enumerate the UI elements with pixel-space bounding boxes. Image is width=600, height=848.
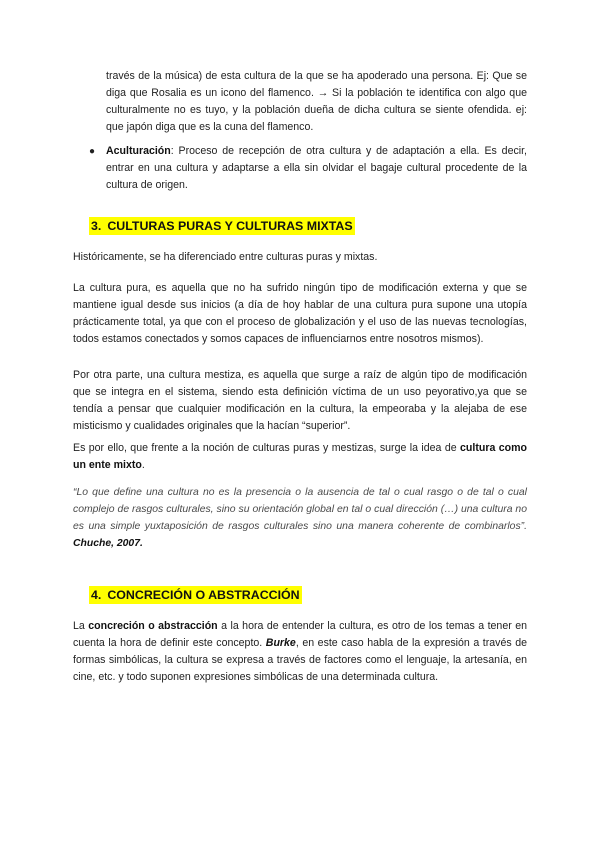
author-burke: Burke	[265, 637, 296, 649]
concrecion-mid: a la hora de entender la cultura, es otro de los temas a tener en cuenta la hora de definir este concepto.	[73, 620, 527, 649]
cultura-mixta-bold: cultura como un ente mixto	[73, 442, 527, 471]
section-3-heading	[89, 217, 355, 235]
bullet-marker: ●	[89, 146, 96, 157]
section-4-number: 4.	[91, 588, 102, 602]
section-3-number: 3.	[91, 219, 102, 233]
paragraph-cultura-pura	[73, 280, 527, 348]
paragraph-concrecion	[73, 618, 527, 686]
quote-block	[73, 484, 527, 552]
section-4-heading	[89, 586, 302, 604]
continued-paragraph-text: través de la música) de esta cultura de la que se ha apoderado una persona. Ej: Que se diga que Rosalia es un icono del flamenco. → Si la población te identifica con algo que culturalmente no es tuyo, y la población dueña de dicha cultura se siente ofendida. ej: que japón diga que es la cuna del flamenco.	[106, 70, 527, 133]
paragraph-cultura-mixta-text: Es por ello, que frente a la noción de culturas puras y mestizas, surge la idea de	[73, 442, 461, 454]
section-3-intro	[73, 249, 527, 266]
paragraph-cultura-pura-text: La cultura pura, es aquella que no ha sufrido ningún tipo de modificación externa y que se mantiene igual desde sus inicios (a día de hoy hablar de una cultura pura supone una utopía prácticamente total, ya que con el proceso de globalización y el uso de las nuevas tecnologías, todos estamos conectados y somos capaces de influenciarnos entre nosotros mismos).	[73, 282, 527, 345]
bullet-aculturacion	[106, 143, 527, 194]
concrecion-lead: La	[73, 620, 89, 632]
bullet-term: Aculturación	[106, 145, 171, 157]
section-3-title: CULTURAS PURAS Y CULTURAS MIXTAS	[107, 219, 353, 233]
quote-text: “Lo que define una cultura no es la presencia o la ausencia de tal o cual rasgo o de tal o cual complejo de rasgos culturales, sino su orientación global en tal o cual dirección (…) una cultura no es una simple yuxtaposición de rasgos culturales sino una manera coherente de combinarlos”.	[73, 487, 527, 532]
concrecion-bold: concreción o abstracción	[88, 620, 218, 632]
concrecion-end: , en este caso habla de la expresión a través de formas simbólicas, la cultura se expresa a través de factores como el lenguaje, la artesanía, en cine, etc. y todo suponen expresiones simbólicas de una determinada cultura.	[73, 637, 527, 683]
paragraph-cultura-mixta	[73, 440, 527, 474]
paragraph-cultura-mestiza	[73, 367, 527, 435]
section-3-intro-text: Históricamente, se ha diferenciado entre culturas puras y mixtas.	[73, 251, 378, 263]
bullet-text: : Proceso de recepción de otra cultura y de adaptación a ella. Es decir, entrar en una cultura y adaptarse a ella sin olvidar el bagaje cultural procedente de la cultura de origen.	[106, 145, 527, 191]
quote-citation: Chuche, 2007.	[73, 538, 143, 549]
paragraph-end-period: .	[141, 459, 145, 471]
continued-paragraph	[106, 68, 527, 136]
section-4-title: CONCRECIÓN O ABSTRACCIÓN	[107, 588, 300, 602]
paragraph-cultura-mestiza-text: Por otra parte, una cultura mestiza, es aquella que surge a raíz de algún tipo de modificación que se integra en el sistema, siendo esta definición víctima de un uso peyorativo,ya que se tendía a pensar que cualquier modificación en la cultura, la empeoraba y la alejaba de ese misticismo y cualidades originales que la hacían “superior”.	[73, 369, 527, 432]
